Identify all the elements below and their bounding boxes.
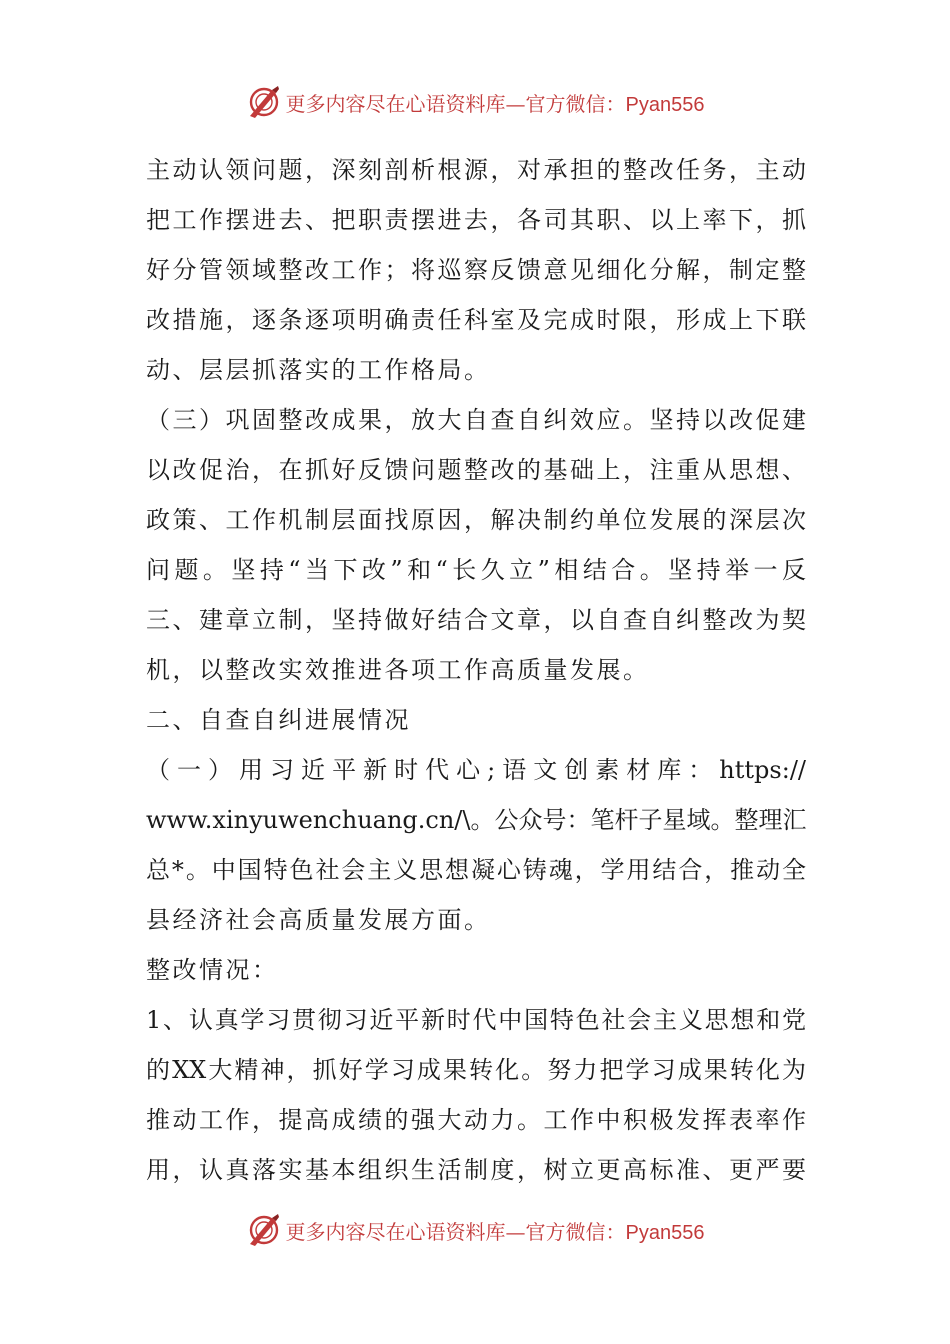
text-line: 县经济社会高质量发展方面。 [146, 906, 491, 934]
text-line: 动、层层抓落实的工作格局。 [146, 356, 491, 384]
text-line: 总*。中国特色社会主义思想凝心铸魂，学用结合，推动全 [146, 856, 806, 884]
text-line: 1、认真学习贯彻习近平新时代中国特色社会主义思想和党 [146, 1006, 806, 1034]
text-line: 主动认领问题，深刻剖析根源，对承担的整改任务，主动 [146, 156, 806, 184]
subsection-heading-1: （一）用习近平新时代心;语文创素材库：https:// [146, 756, 806, 784]
section-heading-2: 二、自查自纠进展情况 [146, 706, 411, 734]
text-line: 推动工作，提高成绩的强大动力。工作中积极发挥表率作 [146, 1106, 806, 1134]
wechat-id: Pyan556 [625, 93, 705, 116]
section-heading-3: （三）巩固整改成果，放大自查自纠效应。坚持以改促建 [146, 406, 806, 434]
text-line: 把工作摆进去、把职责摆进去，各司其职、以上率下，抓 [146, 206, 806, 234]
banner-text: 更多内容尽在心语资料库—官方微信：Pyan556 [285, 91, 705, 116]
text-line: 机，以整改实效推进各项工作高质量发展。 [146, 656, 650, 684]
text-line: 政策、工作机制层面找原因，解决制约单位发展的深层次 [146, 506, 806, 534]
text-line: 问题。坚持“当下改”和“长久立”相结合。坚持举一反 [146, 556, 806, 584]
text-line: www.xinyuwenchuang.cn/\。公众号：笔杆子星域。整理汇 [146, 806, 807, 834]
text-line: 以改促治，在抓好反馈问题整改的基础上，注重从思想、 [146, 456, 806, 484]
wechat-id: Pyan556 [625, 1221, 705, 1244]
text-line: 三、建章立制，坚持做好结合文章，以自查自纠整改为契 [146, 606, 806, 634]
banner-text: 更多内容尽在心语资料库—官方微信：Pyan556 [285, 1219, 705, 1244]
header-watermark-banner [0, 82, 950, 122]
footer-watermark-banner [0, 1210, 950, 1250]
pen-logo-icon [246, 1212, 282, 1248]
text-line: 好分管领域整改工作；将巡察反馈意见细化分解，制定整 [146, 256, 806, 284]
text-line: 用，认真落实基本组织生活制度，树立更高标准、更严要 [146, 1156, 806, 1184]
text-line: 的XX大精神，抓好学习成果转化。努力把学习成果转化为 [146, 1056, 806, 1084]
pen-logo-icon [246, 84, 282, 120]
text-line: 改措施，逐条逐项明确责任科室及完成时限，形成上下联 [146, 306, 806, 334]
subheading-rectification: 整改情况： [146, 956, 279, 984]
document-body [146, 145, 806, 1195]
